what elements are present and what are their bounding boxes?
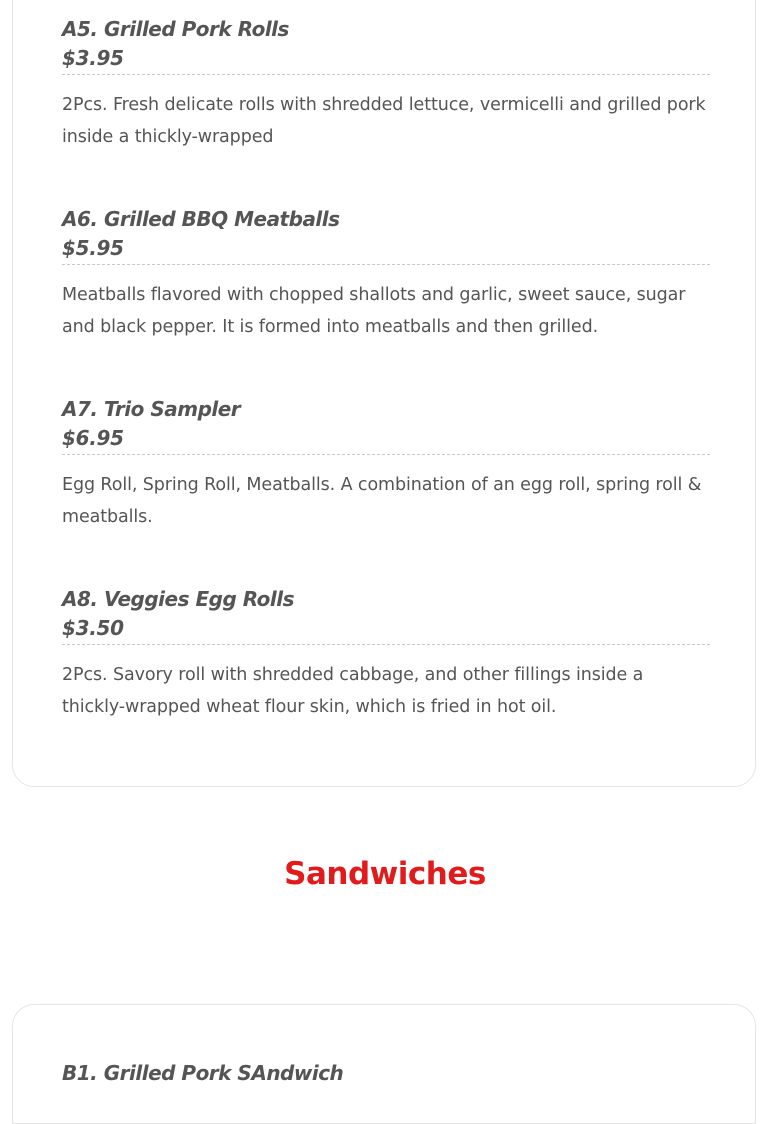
item-description: Egg Roll, Spring Roll, Meatballs. A combination of an egg roll, spring roll & meatballs. (62, 475, 702, 527)
item-name: A8. Veggies Egg Rolls (62, 587, 294, 611)
item-divider (62, 454, 710, 455)
item-price: $3.50 (62, 616, 124, 640)
item-description: 2Pcs. Savory roll with shredded cabbage, and other fillings inside a thickly-wrapped wheat flour skin, which is fried in hot oil. (62, 665, 644, 717)
menu-item-b1[interactable] (62, 1059, 710, 1088)
item-name: A5. Grilled Pork Rolls (62, 17, 289, 41)
item-name: A7. Trio Sampler (62, 397, 241, 421)
menu-item-a6[interactable] (62, 205, 710, 343)
item-price: $5.95 (62, 236, 124, 260)
menu-item-a5[interactable] (62, 15, 710, 153)
appetizers-card (12, 0, 756, 787)
item-name: A6. Grilled BBQ Meatballs (62, 207, 340, 231)
section-title-sandwiches: Sandwiches (284, 856, 486, 892)
item-description: 2Pcs. Fresh delicate rolls with shredded lettuce, vermicelli and grilled pork inside a thickly-wrapped (62, 95, 706, 147)
item-name: B1. Grilled Pork SAndwich (62, 1061, 344, 1085)
sandwiches-card (12, 1004, 756, 1124)
item-divider (62, 644, 710, 645)
item-description: Meatballs flavored with chopped shallots and garlic, sweet sauce, sugar and black pepper. It is formed into meatballs and then grilled. (62, 285, 686, 337)
item-price: $3.95 (62, 46, 124, 70)
item-divider (62, 264, 710, 265)
item-divider (62, 74, 710, 75)
menu-item-a7[interactable] (62, 395, 710, 533)
menu-item-a8[interactable] (62, 585, 710, 723)
item-price: $6.95 (62, 426, 124, 450)
